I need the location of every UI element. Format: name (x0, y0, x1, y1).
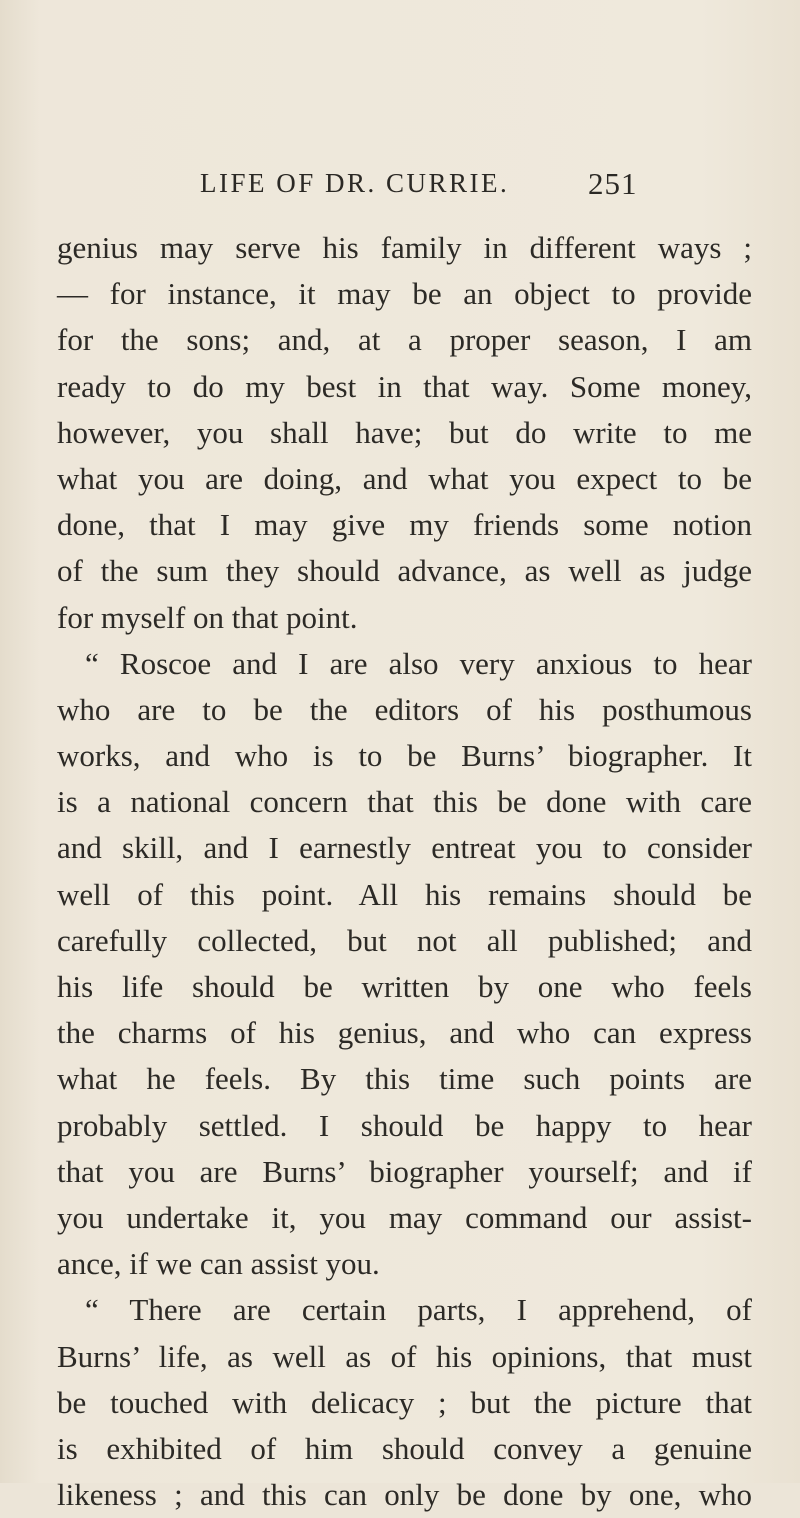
running-head (0, 168, 800, 208)
text-line: genius may serve his family in different ways ; (57, 230, 752, 265)
text-line: of the sum they should advance, as well as judge (57, 553, 752, 589)
text-line: what you are doing, and what you expect to be (57, 460, 752, 496)
paragraph-end-line: for myself on that point. (57, 599, 358, 635)
running-title: LIFE OF DR. CURRIE. (200, 168, 510, 198)
text-line: likeness ; and this can only be done by one, who (57, 1477, 752, 1513)
text-line: — for instance, it may be an object to provide (57, 276, 752, 312)
text-line: works, and who is to be Burns’ biographer. It (57, 738, 752, 774)
page-number: 251 (588, 166, 638, 201)
text-line: you undertake it, you may command our assist- (57, 1199, 752, 1235)
text-line: ready to do my best in that way. Some money, (57, 368, 752, 404)
text-line: be touched with delicacy ; but the picture that (57, 1384, 752, 1420)
text-line: that you are Burns’ biographer yourself; and if (57, 1153, 752, 1189)
text-line: carefully collected, but not all published; and (57, 922, 752, 958)
text-line: what he feels. By this time such points are (57, 1061, 752, 1097)
paragraph-start-line: “ There are certain parts, I apprehend, of (85, 1292, 752, 1328)
text-line: the charms of his genius, and who can express (57, 1015, 752, 1051)
text-line: Burns’ life, as well as of his opinions, that must (57, 1338, 752, 1374)
paragraph-end-line: ance, if we can assist you. (57, 1246, 380, 1282)
text-line: who are to be the editors of his posthumous (57, 691, 752, 727)
text-line: well of this point. All his remains should be (57, 876, 752, 912)
text-line: is a national concern that this be done with care (57, 784, 752, 820)
text-line: for the sons; and, at a proper season, I am (57, 322, 752, 358)
text-line: and skill, and I earnestly entreat you to consider (57, 830, 752, 866)
text-line: his life should be written by one who feels (57, 969, 752, 1004)
text-line: however, you shall have; but do write to me (57, 414, 752, 450)
paragraph-start-line: “ Roscoe and I are also very anxious to hear (85, 645, 752, 681)
body-text (57, 225, 752, 1518)
text-line: done, that I may give my friends some notion (57, 507, 752, 543)
text-line: probably settled. I should be happy to hear (57, 1107, 752, 1143)
text-line: is exhibited of him should convey a genuine (57, 1430, 752, 1466)
